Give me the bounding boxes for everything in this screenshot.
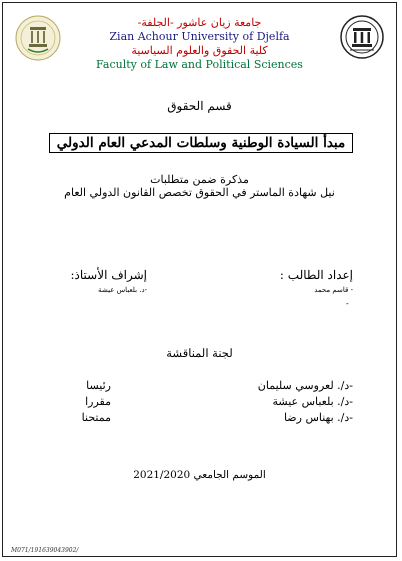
document-page: [2, 2, 397, 557]
university-name-en: Zian Achour University of Djelfa: [109, 30, 290, 43]
committee-title: لجنة المناقشة: [166, 346, 233, 360]
student-extra: -: [346, 299, 349, 308]
committee-member-role: مقررا: [85, 395, 111, 408]
supervisor-name: -د. بلعباس عيشة: [98, 286, 147, 294]
faculty-name-en: Faculty of Law and Political Sciences: [96, 58, 303, 71]
committee-member-role: ممتحنا: [81, 411, 111, 424]
thesis-title: مبدأ السيادة الوطنية وسلطات المدعي العام الدولي: [49, 133, 353, 153]
committee-member-name: -د/. لعروسي سليمان: [257, 379, 353, 392]
university-name-ar: جامعة زيان عاشور -الجلفة-: [137, 16, 262, 29]
committee-member-name: -د/. بلعباس عيشة: [272, 395, 353, 408]
committee-member-role: رئيسا: [86, 379, 111, 392]
supervisor-label: إشراف الأستاذ:: [70, 268, 147, 282]
faculty-name-ar: كلية الحقوق والعلوم السياسية: [131, 44, 268, 57]
memo-line-1: مذكرة ضمن متطلبات: [150, 173, 249, 186]
memo-line-2: نيل شهادة الماستر في الحقوق تخصص القانون الدولي العام: [64, 186, 335, 199]
student-name: - قاسم محمد: [314, 286, 353, 294]
student-label: إعداد الطالب :: [279, 268, 353, 282]
academic-year: الموسم الجامعي 2021/2020: [133, 469, 266, 481]
document-code: M071/191639043902/: [11, 547, 79, 554]
committee-member-name: -د/. بهناس رضا: [283, 411, 353, 424]
department-name: قسم الحقوق: [167, 99, 232, 113]
